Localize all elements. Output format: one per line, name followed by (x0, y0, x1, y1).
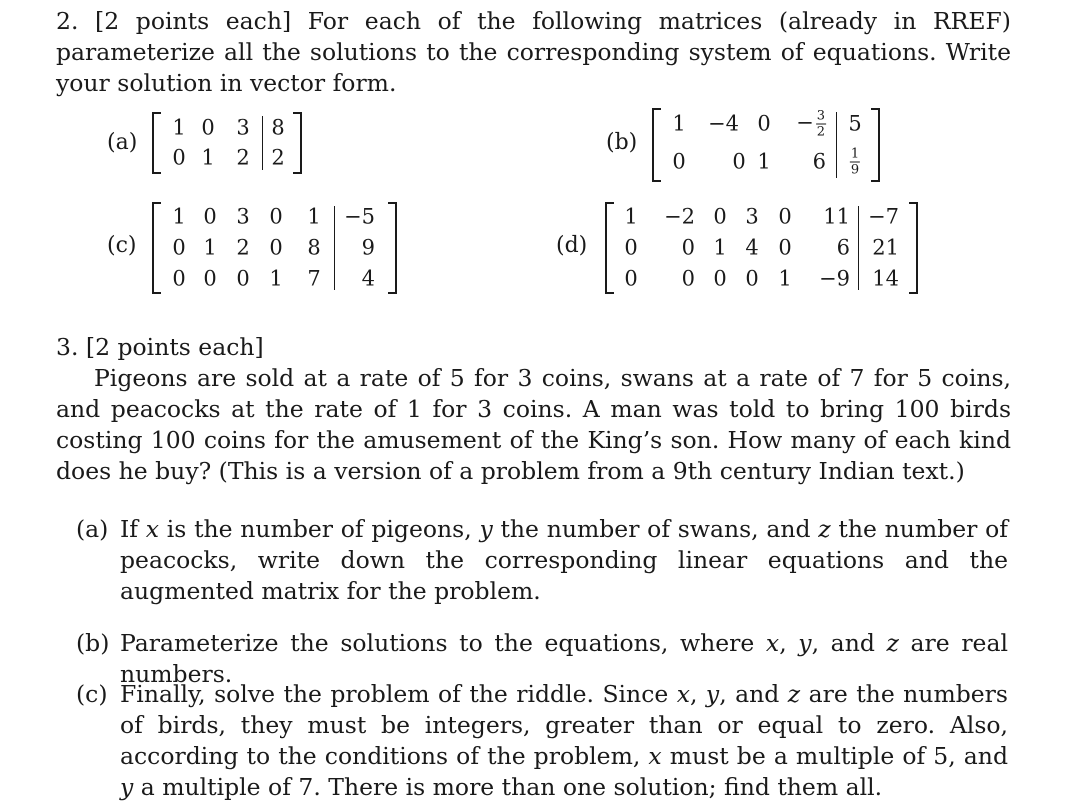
matrix-a-label: (a) (107, 130, 138, 155)
fraction-denominator: 9 (850, 162, 860, 178)
matrix-d-cell: 11 (823, 204, 850, 229)
augment-line (858, 206, 859, 290)
var-x: x (648, 742, 662, 770)
matrix-b-cell: 0 (732, 149, 746, 174)
text-run: Parameterize the solutions to the equations, where (120, 629, 766, 657)
part-text (120, 679, 1008, 803)
var-x: x (765, 629, 780, 657)
matrix-d-cell: 0 (713, 204, 727, 229)
matrix-d-cell: 1 (624, 204, 638, 229)
bracket-right (909, 202, 918, 294)
matrix-c-cell: 0 (203, 204, 217, 229)
matrix-d-cell: −2 (664, 204, 695, 229)
text-run: are real numbers. (120, 629, 1008, 688)
matrix-c-cell: 7 (307, 266, 321, 291)
var-x: x (145, 515, 159, 543)
matrix-d-cell: −9 (819, 266, 850, 291)
augment-line (262, 116, 263, 170)
matrix-d-cell: 0 (624, 266, 638, 291)
problem-3-header (56, 332, 1011, 363)
bracket-left (652, 108, 661, 182)
matrix-c-cell: 0 (269, 204, 283, 229)
bracket-left (605, 202, 614, 294)
matrix-d-cell: 3 (745, 204, 759, 229)
fraction-one-ninth (850, 148, 860, 177)
matrix-a-cell: 2 (271, 145, 285, 170)
matrix-b-cell: 1 (757, 149, 771, 174)
problem-2-text: For each of the following matrices (already in RREF) parameterize all the solutions to the corresponding system of equations. Write your solution in vector form. (56, 7, 1011, 97)
matrix-c-cell: 0 (269, 235, 283, 260)
problem-2-points: [2 points each] (95, 7, 292, 35)
matrix-b-label: (b) (606, 130, 638, 155)
matrix-c-label: (c) (107, 233, 137, 258)
matrix-a-cell: 3 (236, 115, 250, 140)
text-run: the number of swans, and (492, 515, 819, 543)
matrix-d-cell: 4 (745, 235, 759, 260)
part-text (120, 514, 1008, 607)
matrix-b-cell: 1 (672, 111, 686, 136)
part-label: (a) (76, 515, 109, 543)
problem-3-intro: Pigeons are sold at a rate of 5 for 3 coins, swans at a rate of 7 for 5 coins, and peacocks at the rate of 1 for 3 coins. A man was told to bring 100 birds costing 100 coins for the amusement of the King’s son. How many of each kind does he buy? (This is a version of a problem from a 9th century Indian text.) (56, 364, 1011, 485)
bracket-right (293, 112, 302, 174)
matrix-c-cell: 8 (307, 235, 321, 260)
matrix-b (652, 108, 880, 182)
text-run: a multiple of 7. There is more than one solution; find them all. (133, 773, 883, 801)
matrix-c (152, 202, 397, 294)
text-run: If (120, 515, 146, 543)
fraction-numerator: 3 (816, 108, 825, 124)
matrix-b-cell-frac (850, 148, 860, 177)
var-z: z (886, 629, 899, 657)
matrix-b-cell: −4 (708, 111, 739, 136)
matrix-d (605, 202, 918, 294)
matrix-c-cell: −5 (344, 204, 375, 229)
matrix-c-cell: 3 (236, 204, 250, 229)
text-run: are the numbers of birds, they must be integers, greater than or equal to zero. Also, according to the conditions of the problem, (120, 680, 1008, 770)
matrix-a (152, 112, 302, 174)
var-x: x (676, 680, 690, 708)
matrix-c-cell: 4 (361, 266, 375, 291)
text-run: must be a multiple of 5, and (661, 742, 1008, 770)
matrix-d-cell: 0 (713, 266, 727, 291)
matrix-c-cell: 1 (203, 235, 217, 260)
bracket-right (871, 108, 880, 182)
var-z: z (787, 680, 801, 708)
matrix-b-cell: 0 (672, 149, 686, 174)
bracket-left (152, 202, 161, 294)
matrix-d-cell: 0 (624, 235, 638, 260)
text-run: , and (811, 629, 887, 657)
problem-3-points: [2 points each] (85, 333, 264, 361)
problem-3-part-a (76, 514, 1008, 607)
matrix-b-cell: 5 (848, 111, 862, 136)
var-y: y (120, 773, 134, 801)
matrix-a-cell: 8 (271, 115, 285, 140)
var-y: y (479, 515, 493, 543)
matrix-d-cell: 0 (681, 235, 695, 260)
matrix-d-cell: 1 (713, 235, 727, 260)
matrix-d-label: (d) (556, 233, 588, 258)
augment-line (836, 112, 837, 178)
matrix-a-cell: 1 (201, 145, 215, 170)
matrix-d-cell: 1 (778, 266, 792, 291)
matrix-c-cell: 1 (307, 204, 321, 229)
matrix-c-cell: 0 (203, 266, 217, 291)
bracket-left (152, 112, 161, 174)
text-run: , (779, 629, 799, 657)
matrix-c-cell: 2 (236, 235, 250, 260)
text-run: is the number of pigeons, (159, 515, 480, 543)
fraction-denominator: 2 (816, 124, 825, 140)
fraction-three-halves (816, 110, 826, 139)
var-z: z (818, 515, 831, 543)
matrix-c-cell: 0 (172, 266, 186, 291)
matrix-a-cell: 0 (201, 115, 215, 140)
matrix-c-cell: 1 (172, 204, 186, 229)
problem-2-number: 2. (56, 7, 79, 35)
matrix-b-cell: 0 (757, 111, 771, 136)
problem-3-number: 3. (56, 333, 79, 361)
matrix-d-cell: 6 (836, 235, 850, 260)
matrix-c-cell: 0 (236, 266, 250, 291)
text-run: , and (719, 680, 788, 708)
part-label: (c) (76, 680, 108, 708)
matrix-b-cell: 6 (812, 149, 826, 174)
bracket-right (388, 202, 397, 294)
matrix-a-cell: 2 (236, 145, 250, 170)
matrix-d-cell: 14 (872, 266, 899, 291)
matrix-c-cell: 9 (361, 235, 375, 260)
matrix-d-cell: 0 (681, 266, 695, 291)
augment-line (334, 206, 335, 290)
minus-sign: − (796, 110, 814, 135)
problem-3-part-c (76, 679, 1008, 803)
matrix-d-cell: 21 (872, 235, 899, 260)
matrix-a-cell: 1 (172, 115, 186, 140)
fraction-numerator: 1 (850, 146, 860, 162)
matrix-d-cell: 0 (778, 235, 792, 260)
matrix-d-cell: 0 (778, 204, 792, 229)
text-run: , (689, 680, 706, 708)
var-y: y (705, 680, 720, 708)
problem-2-statement (56, 6, 1011, 99)
matrix-c-cell: 0 (172, 235, 186, 260)
var-y: y (798, 629, 812, 657)
part-label: (b) (76, 629, 110, 657)
matrix-b-cell-neg-frac (796, 110, 826, 139)
matrix-d-cell: −7 (868, 204, 899, 229)
text-run: the number of peacocks, write down the corresponding linear equations and the augmented matrix for the problem. (120, 515, 1008, 605)
matrix-d-cell: 0 (745, 266, 759, 291)
text-run: Finally, solve the problem of the riddle. Since (120, 680, 677, 708)
matrix-c-cell: 1 (269, 266, 283, 291)
matrix-a-cell: 0 (172, 145, 186, 170)
